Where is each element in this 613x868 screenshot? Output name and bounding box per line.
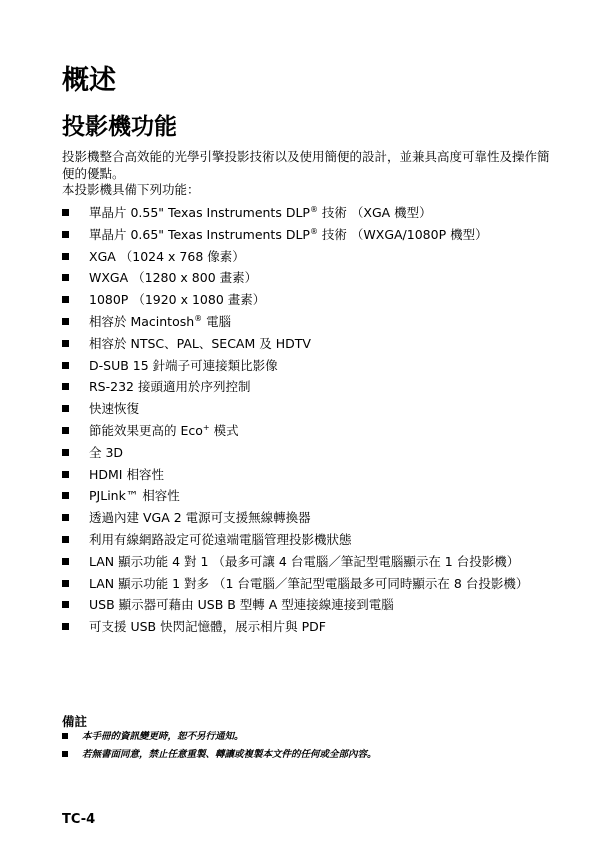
feature-item (62, 270, 557, 286)
note-item (62, 730, 562, 744)
feature-item (62, 597, 557, 613)
feature-item (62, 619, 557, 635)
feature-text: 透過內建 VGA 2 電源可支援無線轉換器 (89, 510, 311, 526)
square-bullet-icon (62, 362, 69, 369)
square-bullet-icon (62, 405, 69, 412)
square-bullet-icon (62, 536, 69, 543)
feature-text: 相容於 NTSC、PAL、SECAM 及 HDTV (89, 335, 311, 351)
feature-item (62, 336, 557, 352)
note-text: 本手冊的資訊變更時，恕不另行通知。 (82, 731, 244, 742)
feature-list (62, 205, 557, 641)
page-number: TC-4 (62, 812, 96, 827)
feature-item (62, 401, 557, 417)
feature-text: XGA （1024 x 768 像素） (89, 248, 245, 264)
feature-text: USB 顯示器可藉由 USB B 型轉 A 型連接線連接到電腦 (89, 597, 394, 613)
feature-text-suffix: 模式 (209, 422, 239, 438)
page-title: 概述 (62, 65, 116, 96)
square-bullet-icon (62, 471, 69, 478)
intro-lead: 本投影機具備下列功能： (62, 182, 200, 197)
square-bullet-icon (62, 209, 69, 216)
feature-item (62, 249, 557, 265)
feature-text: 相容於 Macintosh (89, 313, 195, 329)
feature-text-suffix: 技術 （XGA 機型） (317, 205, 432, 220)
feature-text: 可支援 USB 快閃記憶體，展示相片與 PDF (89, 619, 326, 635)
note-text: 若無書面同意，禁止任意重製、轉讓或複製本文件的任何或全部內容。 (82, 749, 377, 760)
intro-text (62, 149, 552, 199)
feature-text: 節能效果更高的 Eco (89, 422, 203, 438)
square-bullet-icon (62, 383, 69, 390)
feature-text-suffix: 電腦 (202, 313, 232, 329)
note-title: 備註 (62, 714, 88, 729)
feature-text-suffix: 技術 （WXGA/1080P 機型） (317, 226, 488, 242)
square-bullet-icon (62, 751, 68, 757)
square-bullet-icon (62, 231, 69, 238)
square-bullet-icon (62, 253, 69, 260)
feature-text: 利用有線網路設定可從遠端電腦管理投影機狀態 (89, 531, 352, 547)
feature-text: RS-232 接頭適用於序列控制 (89, 379, 251, 395)
feature-item (62, 576, 557, 592)
feature-item (62, 445, 557, 461)
feature-text: WXGA （1280 x 800 畫素） (89, 270, 258, 286)
feature-item (62, 467, 557, 483)
square-bullet-icon (62, 733, 68, 739)
square-bullet-icon (62, 340, 69, 347)
square-bullet-icon (62, 274, 69, 281)
feature-text: 單晶片 0.65" Texas Instruments DLP (89, 226, 310, 242)
square-bullet-icon (62, 318, 69, 325)
intro-paragraph: 投影機整合高效能的光學引擎投影技術以及使用簡便的設計，並兼具高度可靠性及操作簡便的優點。 (62, 149, 550, 181)
feature-superscript: + (202, 422, 210, 432)
square-bullet-icon (62, 580, 69, 587)
feature-superscript: ® (309, 226, 318, 236)
section-title: 投影機功能 (62, 114, 177, 140)
square-bullet-icon (62, 449, 69, 456)
feature-item (62, 510, 557, 526)
feature-text: LAN 顯示功能 1 對多 （1 台電腦／筆記型電腦最多可同時顯示在 8 台投影機） (89, 575, 529, 591)
feature-item (62, 532, 557, 548)
square-bullet-icon (62, 558, 69, 565)
feature-text: 快速恢復 (89, 401, 140, 417)
feature-text: 單晶片 0.55" Texas Instruments DLP (89, 205, 310, 220)
feature-text: LAN 顯示功能 4 對 1 （最多可讓 4 台電腦／筆記型電腦顯示在 1 台投影機） (89, 553, 520, 569)
square-bullet-icon (62, 427, 69, 434)
square-bullet-icon (62, 601, 69, 608)
feature-superscript: ® (194, 313, 203, 323)
note-item (62, 748, 562, 762)
square-bullet-icon (62, 492, 69, 499)
note-list (62, 730, 562, 766)
feature-item (62, 379, 557, 395)
feature-item (62, 314, 557, 330)
feature-item (62, 205, 557, 221)
feature-superscript: ® (309, 204, 318, 214)
feature-text: HDMI 相容性 (89, 466, 164, 482)
feature-text: 全 3D (89, 444, 124, 460)
feature-item (62, 227, 557, 243)
feature-item (62, 292, 557, 308)
feature-text: D-SUB 15 針端子可連接類比影像 (89, 357, 278, 373)
square-bullet-icon (62, 514, 69, 521)
feature-text: 1080P （1920 x 1080 畫素） (89, 292, 266, 308)
feature-item (62, 488, 557, 504)
square-bullet-icon (62, 623, 69, 630)
feature-text: PJLink™ 相容性 (89, 488, 180, 504)
feature-item (62, 358, 557, 374)
feature-item (62, 554, 557, 570)
feature-item (62, 423, 557, 439)
square-bullet-icon (62, 296, 69, 303)
